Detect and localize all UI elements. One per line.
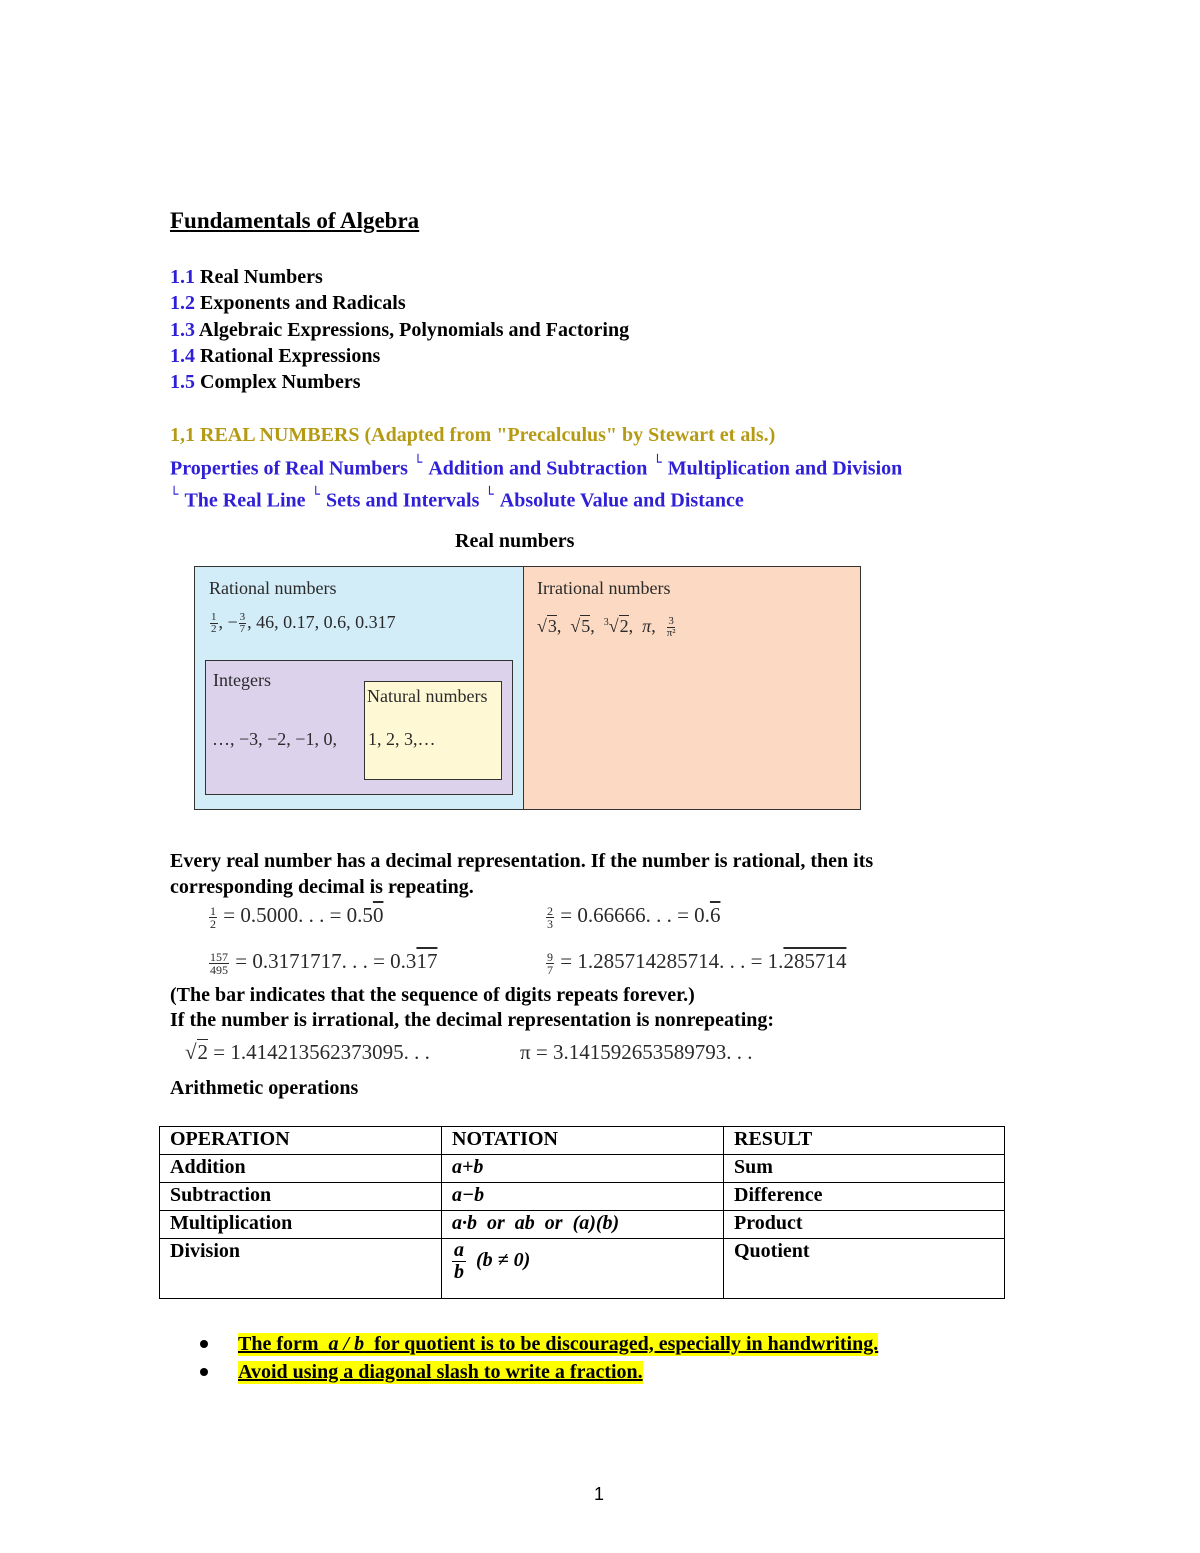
toc-number: 1.3 [170, 318, 195, 341]
toc-label: Exponents and Radicals [200, 292, 406, 315]
toc-item[interactable] [170, 343, 629, 369]
cell-result: Quotient [724, 1239, 1005, 1299]
toc-number: 1.1 [170, 266, 195, 288]
separator-icon: └ [485, 486, 494, 503]
integers-values: …, −3, −2, −1, 0, [212, 729, 337, 749]
fraction-half: $\frac{1}{2}$ [211, 611, 217, 636]
rational-label: Rational numbers [209, 578, 337, 598]
cell-operation: Addition [160, 1155, 442, 1183]
cell-result: Sum [724, 1155, 1005, 1183]
link-properties[interactable]: Properties of Real Numbers [170, 457, 408, 480]
table-of-contents [170, 264, 629, 395]
decimal-paragraph: Every real number has a decimal representation. If the number is rational, then its corresponding decimal is repeating. [170, 850, 874, 898]
cell-operation: Division [160, 1239, 442, 1299]
cell-operation: Subtraction [160, 1183, 442, 1211]
header-notation: NOTATION [442, 1127, 724, 1155]
toc-label: Rational Expressions [200, 344, 381, 367]
equation-157-495: $\frac{157}{495}$ = 0.3171717. . . = 0.317 [210, 949, 438, 977]
bar-note: (The bar indicates that the sequence of digits repeats forever.) [170, 984, 695, 1006]
toc-number: 1.2 [170, 292, 195, 315]
link-absolute-value[interactable]: Absolute Value and Distance [499, 489, 744, 512]
separator-icon: └ [413, 455, 423, 471]
toc-item[interactable] [170, 290, 629, 316]
section-heading: 1,1 REAL NUMBERS (Adapted from "Precalculus" by Stewart et als.) [170, 424, 776, 446]
bullet-icon [200, 1368, 208, 1376]
rational-examples: $\frac{1}{2}$ , − $\frac{3}{7}$ , 46, 0.17, 0.6, 0.317 [211, 611, 396, 636]
cell-result: Product [724, 1211, 1005, 1239]
page-title: Fundamentals of Algebra [170, 208, 420, 233]
table-row [160, 1155, 1005, 1183]
list-item [200, 1358, 878, 1386]
fraction-three-sevenths: $\frac{3}{7}$ [239, 611, 246, 636]
table-row [160, 1239, 1005, 1299]
equation-two-thirds: $\frac{2}{3}$ = 0.66666. . . = 0.6 [547, 903, 721, 931]
separator-icon: └ [653, 455, 662, 471]
table-header-row [160, 1127, 1005, 1155]
rational-values: , 46, 0.17, 0.6, 0.317 [247, 612, 396, 632]
link-addition-subtraction[interactable]: Addition and Subtraction [428, 457, 648, 480]
irrational-note: If the number is irrational, the decimal representation is nonrepeating: [170, 1009, 775, 1031]
link-sets-intervals[interactable]: Sets and Intervals [326, 489, 480, 512]
cell-notation: a+b [442, 1155, 724, 1183]
cell-notation: a·b or ab or (a)(b) [442, 1211, 724, 1239]
separator-icon: └ [170, 486, 179, 503]
cell-operation: Multiplication [160, 1211, 442, 1239]
toc-number: 1.5 [170, 371, 195, 394]
header-result: RESULT [724, 1127, 1005, 1155]
table-row [160, 1211, 1005, 1239]
irrational-numbers-region [523, 566, 861, 810]
diagram-caption: Real numbers [455, 530, 575, 552]
natural-values: 1, 2, 3,… [368, 729, 436, 749]
toc-number: 1.4 [170, 344, 195, 367]
toc-label: Complex Numbers [200, 371, 361, 394]
table-row [160, 1183, 1005, 1211]
cell-notation: a−b [442, 1183, 724, 1211]
toc-label: Real Numbers [200, 266, 323, 288]
link-multiplication-division[interactable]: Multiplication and Division [667, 457, 903, 480]
equation-one-half: $\frac{1}{2}$ = 0.5000. . . = 0.50 [210, 903, 384, 931]
irrational-examples: √3, √5, $^3$√2, π, $\frac{3}{\text{π²}}$ [537, 615, 676, 640]
section-links [170, 450, 902, 514]
toc-item[interactable] [170, 317, 629, 343]
bullet-icon [200, 1340, 208, 1348]
integers-label: Integers [213, 670, 271, 690]
separator-icon: └ [311, 486, 320, 503]
list-item [200, 1330, 878, 1358]
toc-label: Algebraic Expressions, Polynomials and Factoring [198, 318, 630, 341]
header-operation: OPERATION [160, 1127, 442, 1155]
equation-pi: π = 3.141592653589793. . . [520, 1040, 753, 1064]
cell-notation: $\frac{a}{b}$ (b ≠ 0) [442, 1239, 724, 1299]
bullet-list [200, 1330, 878, 1386]
page-number: 1 [594, 1484, 605, 1504]
equation-sqrt-two: √2 = 1.414213562373095. . . [185, 1040, 430, 1064]
irrational-label: Irrational numbers [537, 578, 671, 598]
arithmetic-heading: Arithmetic operations [170, 1077, 359, 1099]
natural-label: Natural numbers [367, 686, 488, 706]
link-real-line[interactable]: The Real Line [184, 489, 306, 512]
cell-result: Difference [724, 1183, 1005, 1211]
toc-item[interactable] [170, 369, 629, 395]
highlighted-text: The form a / b for quotient is to be discouraged, especially in handwriting. [238, 1332, 879, 1355]
equation-nine-sevenths: $\frac{9}{7}$ = 1.285714285714. . . = 1.285714 [547, 949, 847, 977]
toc-item[interactable] [170, 264, 629, 290]
highlighted-text: Avoid using a diagonal slash to write a fraction. [238, 1360, 643, 1383]
operations-table [159, 1126, 1005, 1299]
